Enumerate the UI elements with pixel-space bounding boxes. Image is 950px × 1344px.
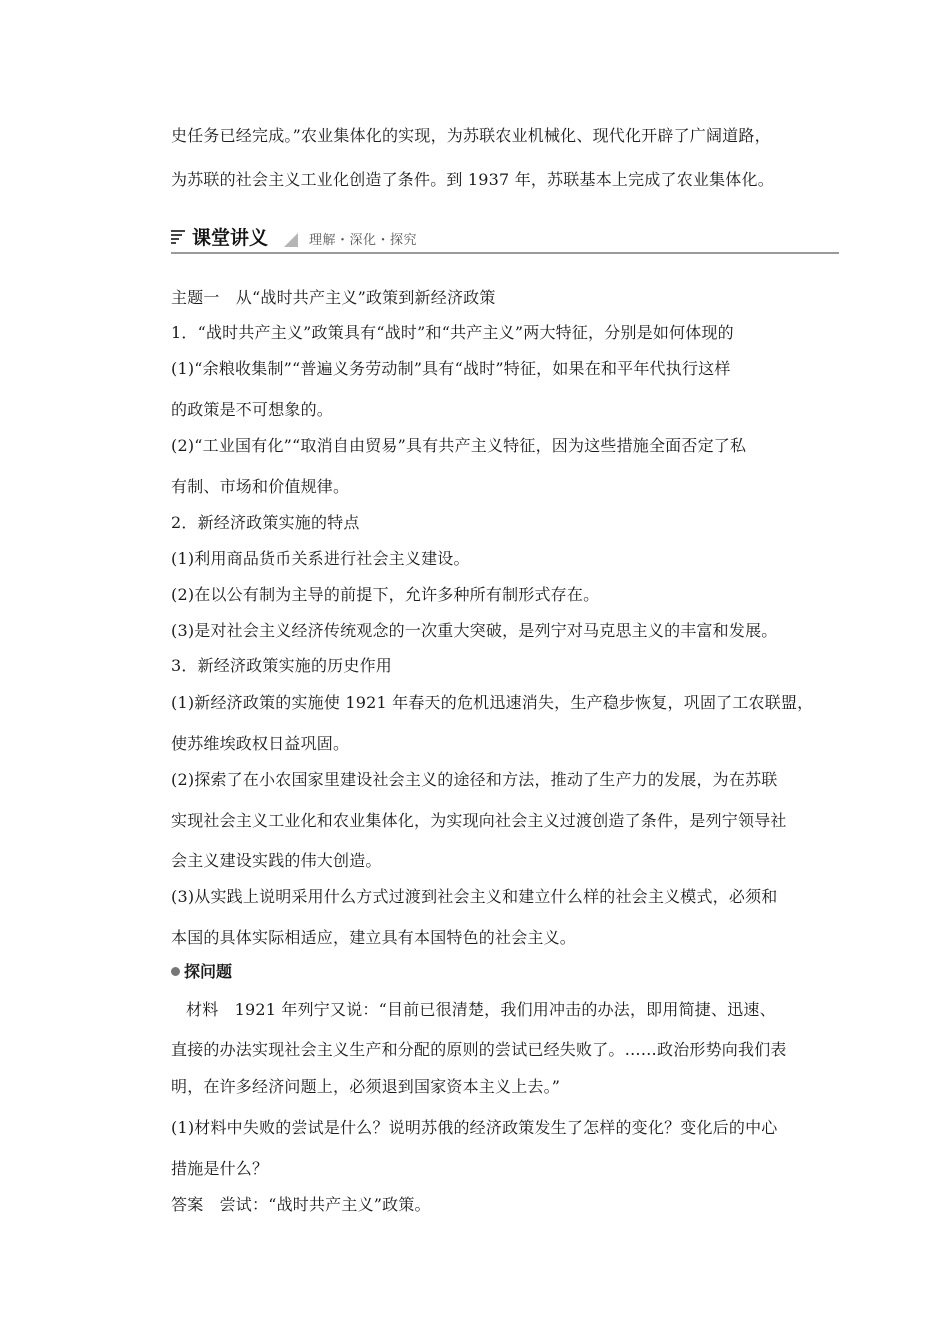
section-title: 课堂讲义: [192, 227, 269, 249]
section-header: [171, 226, 839, 254]
paragraph-line: 会主义建设实践的伟大创造。: [171, 851, 382, 870]
paragraph-line: (2)探索了在小农国家里建设社会主义的途径和方法，推动了生产力的发展，为在苏联: [171, 770, 778, 789]
point-heading: 3．新经济政策实施的历史作用: [171, 656, 392, 675]
intro-line: 史任务已经完成。”农业集体化的实现，为苏联农业机械化、现代化开辟了广阔道路，: [171, 126, 771, 145]
point-heading: 2．新经济政策实施的特点: [171, 513, 360, 532]
material-line: 明，在许多经济问题上，必须退到国家资本主义上去。”: [171, 1077, 561, 1096]
paragraph-line: 使苏维埃政权日益巩固。: [171, 734, 350, 753]
material-line: 直接的办法实现社会主义生产和分配的原则的尝试已经失败了。……政治形势向我们表: [171, 1040, 787, 1059]
question-line: (1)材料中失败的尝试是什么？说明苏俄的经济政策发生了怎样的变化？变化后的中心: [171, 1118, 778, 1137]
bullet-dot-icon: [171, 967, 180, 976]
paragraph-line: (2)在以公有制为主导的前提下，允许多种所有制形式存在。: [171, 585, 600, 604]
paragraph-line: 本国的具体实际相适应，建立具有本国特色的社会主义。: [171, 928, 577, 947]
point-heading: 1．“战时共产主义”政策具有“战时”和“共产主义”两大特征，分别是如何体现的: [171, 323, 734, 342]
explore-heading-label: 探问题: [184, 962, 233, 981]
section-rule: [171, 252, 839, 254]
paragraph-line: (3)从实践上说明采用什么方式过渡到社会主义和建立什么样的社会主义模式，必须和: [171, 887, 778, 906]
paragraph-line: (1)利用商品货币关系进行社会主义建设。: [171, 549, 470, 568]
paragraph-line: 的政策是不可想象的。: [171, 400, 334, 419]
question-line: 措施是什么？: [171, 1159, 269, 1178]
topic-heading: 主题一 从“战时共产主义”政策到新经济政策: [171, 288, 496, 307]
section-subtitle: 理解・深化・探究: [309, 233, 418, 248]
paragraph-line: 实现社会主义工业化和农业集体化，为实现向社会主义过渡创造了条件，是列宁领导社: [171, 811, 787, 830]
explore-heading: [171, 962, 232, 982]
intro-line: 为苏联的社会主义工业化创造了条件。到 1937 年，苏联基本上完成了农业集体化。: [171, 170, 774, 189]
paragraph-line: 有制、市场和价值规律。: [171, 477, 350, 496]
answer-line: 答案 尝试：“战时共产主义”政策。: [171, 1195, 431, 1214]
paragraph-line: (3)是对社会主义经济传统观念的一次重大突破，是列宁对马克思主义的丰富和发展。: [171, 621, 778, 640]
paragraph-line: (1)新经济政策的实施使 1921 年春天的危机迅速消失，生产稳步恢复，巩固了工农联盟，: [171, 693, 814, 712]
section-lines-icon: [171, 230, 185, 244]
material-line: 材料 1921 年列宁又说：“目前已很清楚，我们用冲击的办法，即用简捷、迅速、: [186, 1000, 776, 1019]
paragraph-line: (2)“工业国有化”“取消自由贸易”具有共产主义特征，因为这些措施全面否定了私: [171, 436, 747, 455]
paragraph-line: (1)“余粮收集制”“普遍义务劳动制”具有“战时”特征，如果在和平年代执行这样: [171, 359, 731, 378]
section-wedge-icon: [284, 233, 298, 247]
